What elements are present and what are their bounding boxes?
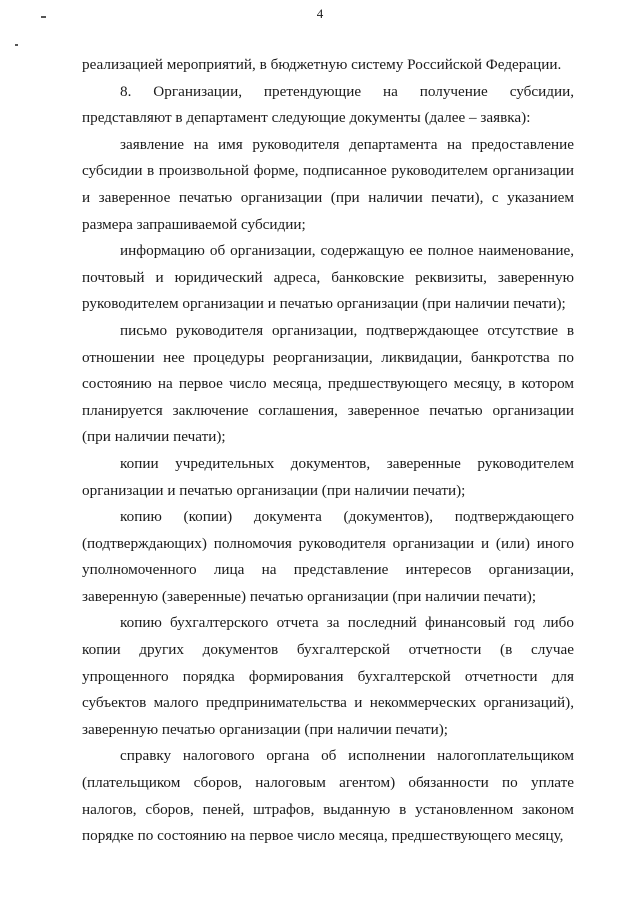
paragraph-authority-documents: копию (копии) документа (документов), подтверждающего (подтверждающих) полномочия руководителя организации и (или) иного уполномоченного лица на представление интересов организации, заверенную (заверенные) печатью организации (при наличии печати);	[82, 508, 574, 605]
paragraph-item-8: 8. Организации, претендующие на получение субсидии, представляют в департамент следующие документы (далее – заявка):	[82, 82, 574, 127]
paragraph-continuation: реализацией мероприятий, в бюджетную систему Российской Федерации.	[82, 56, 562, 73]
scan-mark-left	[15, 44, 18, 46]
paragraph-director-letter: письмо руководителя организации, подтверждающее отсутствие в отношении нее процедуры реорганизации, ликвидации, банкротства по состоянию на первое число месяца, предшествующего месяцу, в котором планируется заключение соглашения, заверенное печатью организации (при наличии печати);	[82, 321, 574, 446]
paragraph-founding-documents: копии учредительных документов, заверенные руководителем организации и печатью организации (при наличии печати);	[82, 454, 574, 499]
paragraph-tax-certificate: справку налогового органа об исполнении налогоплательщиком (плательщиком сборов, налоговым агентом) обязанности по уплате налогов, сборов, пеней, штрафов, выданную в установленном законом порядке по состоянию на первое число месяца, предшествующего месяцу,	[82, 747, 574, 845]
document-body	[82, 52, 574, 850]
paragraph-organization-info: информацию об организации, содержащую ее полное наименование, почтовый и юридический адреса, банковские реквизиты, заверенную руководителем организации и печатью организации (при наличии печати);	[82, 242, 574, 313]
paragraph-accounting-report: копию бухгалтерского отчета за последний финансовый год либо копии других документов бухгалтерской отчетности (в случае упрощенного порядка формирования бухгалтерской отчетности для субъектов малого предпринимательства и некоммерческих организаций), заверенную печатью организации (при наличии печати);	[82, 614, 574, 738]
page-number: 4	[316, 6, 324, 21]
paragraph-application: заявление на имя руководителя департамента на предоставление субсидии в произвольной форме, подписанное руководителем организации и заверенное печатью организации (при наличии печати), с указанием размера запрашиваемой субсидии;	[82, 135, 574, 233]
